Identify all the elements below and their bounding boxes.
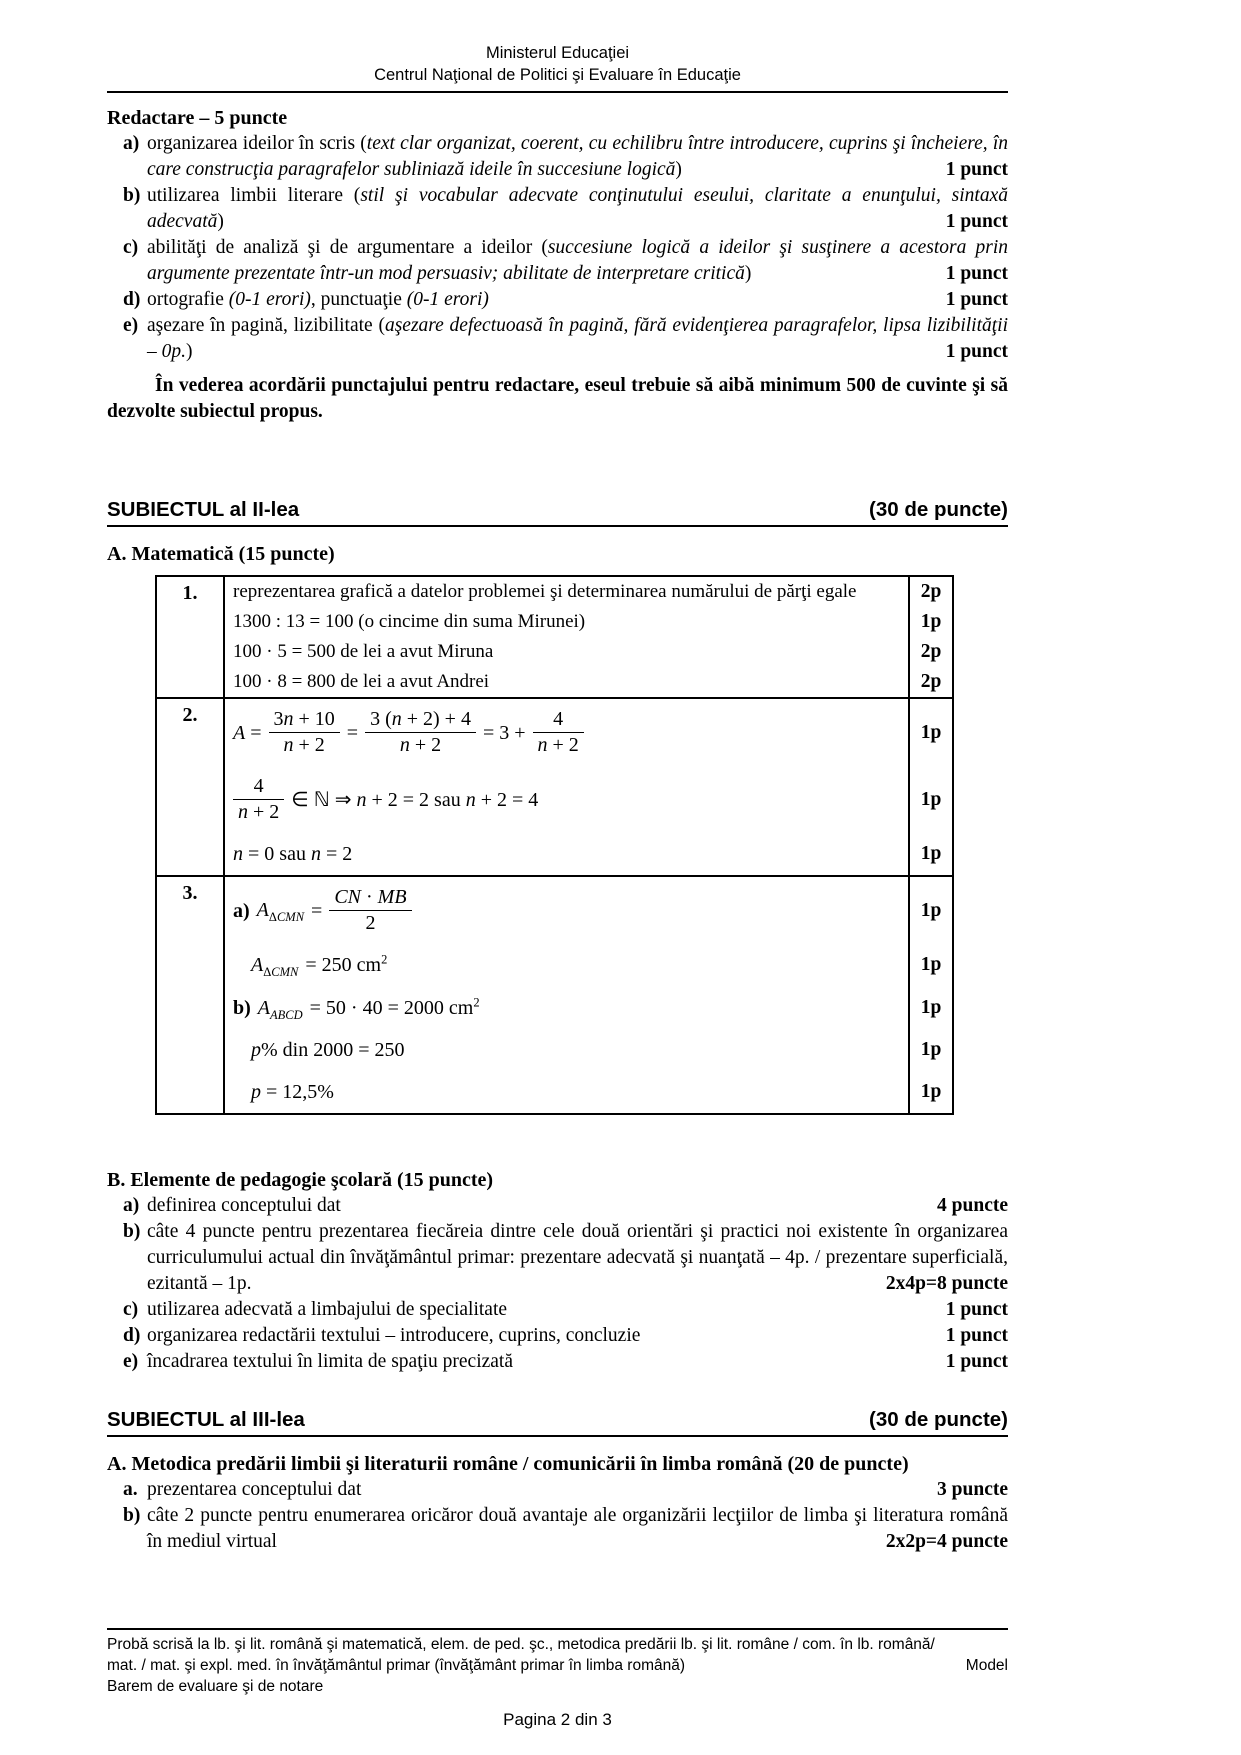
item-points: 1 punct xyxy=(940,339,1008,365)
item-label: e) xyxy=(123,315,139,336)
item-points: 4 puncte xyxy=(931,1193,1008,1219)
table-row-2 xyxy=(157,697,952,875)
math-text: n = 0 sau n = 2 xyxy=(233,843,353,865)
subject3-points: (30 de puncte) xyxy=(869,1408,1008,1431)
points-cell: 1p xyxy=(908,944,952,987)
item-label: a) xyxy=(123,1195,140,1216)
item-text: utilizarea adecvată a limbajului de specialitate xyxy=(147,1299,508,1320)
item-label: b) xyxy=(123,1505,141,1526)
solution-line xyxy=(225,766,952,833)
item-points: 2x4p=8 puncte xyxy=(880,1271,1008,1297)
item-label: e) xyxy=(123,1351,139,1372)
table-row-1 xyxy=(157,577,952,697)
methodics-section-title: A. Metodica predării limbii şi literaturii române / comunicării în limba română (20 de puncte) xyxy=(107,1453,909,1475)
item-label: c) xyxy=(123,237,139,258)
subject2-title: SUBIECTUL al II-lea xyxy=(107,498,300,521)
subject3-heading xyxy=(107,1407,1008,1437)
item-points: 1 punct xyxy=(940,261,1008,287)
points-cell: 1p xyxy=(908,1029,952,1071)
item-text: câte 2 puncte pentru enumerarea oricăror două avantaje ale organizării lecţiilor de limba şi literatura română în mediul virtual xyxy=(147,1505,1008,1552)
points-cell: 1p xyxy=(908,987,952,1030)
methodics-item-b xyxy=(107,1503,1008,1555)
item-text-italic: (0-1 erori) xyxy=(228,289,311,310)
item-text: câte 4 puncte pentru prezentarea fiecăreia dintre cele două orientări şi practici noi existente în organizarea curriculumului actual din învăţământul primar: prezentare adecvată şi nuanţată – 4p. / prezentare superficială, ezitantă – 1p. xyxy=(147,1221,1008,1294)
page-number: Pagina 2 din 3 xyxy=(503,1710,612,1729)
header-line-1: Ministerul Educaţiei xyxy=(485,44,630,62)
item-label: a. xyxy=(123,1479,138,1500)
solution-text: reprezentarea grafică a datelor problemei şi determinarea numărului de părţi egale xyxy=(233,581,857,602)
formula xyxy=(225,833,908,875)
solution-text: 100 · 5 = 500 de lei a avut Miruna xyxy=(233,641,494,662)
math-section-title: A. Matematică (15 puncte) xyxy=(107,543,335,565)
points-cell: 1p xyxy=(908,766,952,833)
table-row-3 xyxy=(157,875,952,1113)
item-text: prezentarea conceptului dat xyxy=(147,1479,362,1500)
item-label: b) xyxy=(123,185,141,206)
subject2-points: (30 de puncte) xyxy=(869,498,1008,521)
solution-line xyxy=(225,944,952,987)
fraction: $\frac{3 (n + 2) + 4}{n + 2}$ xyxy=(365,707,476,758)
solution-line xyxy=(225,607,952,637)
essay-note: În vederea acordării punctajului pentru redactare, eseul trebuie să aibă minimum 500 de cuvinte şi să dezvolte subiectul propus. xyxy=(107,375,1008,422)
row-number: 2. xyxy=(157,699,225,875)
item-text-italic: stil şi vocabular adecvate conţinutului eseului, claritate a enunţului, sintaxă adecvată xyxy=(147,185,1008,232)
row-number: 3. xyxy=(157,877,225,1113)
sub-item-label: a) xyxy=(233,899,250,922)
item-points: 3 puncte xyxy=(931,1477,1008,1503)
formula xyxy=(225,987,908,1030)
item-label: a) xyxy=(123,133,140,154)
item-text-italic: text clar organizat, coerent, cu echilibru între introducere, cuprins şi încheiere, în care construcţia paragrafelor subliniază ideile în succesiune logică xyxy=(147,133,1009,180)
row-number: 1. xyxy=(157,577,225,697)
solution-line xyxy=(225,1029,952,1071)
footer-line-2 xyxy=(107,1655,1008,1676)
item-text: ) xyxy=(217,211,224,232)
header-line-2: Centrul Naţional de Politici şi Evaluare în Educaţie xyxy=(374,66,741,84)
solution-line xyxy=(225,1071,952,1113)
solution-line xyxy=(225,577,952,607)
points-cell: 1p xyxy=(908,877,952,944)
solution-line xyxy=(225,637,952,667)
rubric-item-c xyxy=(107,235,1008,287)
item-text: utilizarea limbii literare ( xyxy=(147,185,361,206)
pedagogy-item-a xyxy=(107,1193,1008,1219)
item-text: ) xyxy=(675,159,682,180)
rubric-item-b xyxy=(107,183,1008,235)
math-text: = xyxy=(311,899,323,922)
math-text: = 3 + xyxy=(482,721,526,744)
solution-line xyxy=(225,877,952,944)
item-text: ortografie xyxy=(147,289,229,310)
item-label: c) xyxy=(123,1299,139,1320)
footer-line-2-text: mat. / mat. şi expl. med. în învăţământul primar (învăţământ primar în limba română) xyxy=(107,1657,686,1674)
item-label: d) xyxy=(123,1325,141,1346)
math-table xyxy=(155,575,954,1115)
fraction: $\frac{4}{n + 2}$ xyxy=(233,774,284,825)
pedagogy-item-e xyxy=(107,1349,1008,1375)
rubric-item-a xyxy=(107,131,1008,183)
sub-item-label: b) xyxy=(233,996,251,1019)
math-text: $A_{ABCD}$ xyxy=(257,996,303,1022)
redactare-title: Redactare – 5 puncte xyxy=(107,107,288,129)
item-points: 1 punct xyxy=(940,287,1008,313)
item-points: 2x2p=4 puncte xyxy=(880,1529,1008,1555)
fraction: $\frac{3n + 10}{n + 2}$ xyxy=(269,707,340,758)
math-text: $A_{\Delta CMN}$ xyxy=(251,954,299,979)
rubric-item-e xyxy=(107,313,1008,365)
item-text: definirea conceptului dat xyxy=(147,1195,341,1216)
item-text-italic: succesiune logică a ideilor şi susţinere a acestora prin argumente prezentate într-un mod persuasiv; abilitate de interpretare critică xyxy=(147,237,1009,284)
math-text: A = xyxy=(233,721,262,744)
item-points: 1 punct xyxy=(940,1297,1008,1323)
pedagogy-item-b xyxy=(107,1219,1008,1297)
model-label: Model xyxy=(965,1657,1008,1674)
points-cell: 1p xyxy=(908,833,952,875)
fraction: $\frac{CN \cdot MB}{2}$ xyxy=(329,885,411,936)
item-text-italic: (0-1 erori) xyxy=(406,289,489,310)
solution-line xyxy=(225,667,952,697)
pedagogy-item-d xyxy=(107,1323,1008,1349)
item-text: organizarea redactării textului – introducere, cuprins, concluzie xyxy=(147,1325,641,1346)
subject2-heading xyxy=(107,497,1008,527)
solution-line xyxy=(225,699,952,766)
solution-line xyxy=(225,833,952,875)
pedagogy-section-title: B. Elemente de pedagogie şcolară (15 puncte) xyxy=(107,1169,494,1191)
item-points: 1 punct xyxy=(940,1349,1008,1375)
item-label: b) xyxy=(123,1221,141,1242)
item-text: ) xyxy=(186,341,193,362)
solution-line xyxy=(225,987,952,1030)
item-text: aşezare în pagină, lizibilitate ( xyxy=(147,315,385,336)
formula xyxy=(225,877,908,944)
ministry-header xyxy=(107,42,1008,93)
item-text: ) xyxy=(744,263,752,284)
math-text: = xyxy=(346,721,359,744)
formula xyxy=(225,699,908,766)
formula xyxy=(225,766,908,833)
methodics-item-a xyxy=(107,1477,1008,1503)
formula xyxy=(225,1071,908,1113)
points-cell: 2p xyxy=(908,667,952,697)
points-cell: 2p xyxy=(908,637,952,667)
item-text: încadrarea textului în limita de spaţiu precizată xyxy=(147,1351,514,1372)
pedagogy-item-c xyxy=(107,1297,1008,1323)
footer-line-3: Barem de evaluare şi de notare xyxy=(107,1678,324,1695)
item-points: 1 punct xyxy=(940,1323,1008,1349)
fraction: $\frac{4}{n + 2}$ xyxy=(533,707,584,758)
item-label: d) xyxy=(123,289,141,310)
math-text: = 250 $cm^2$ xyxy=(305,952,388,977)
item-text: , punctuaţie xyxy=(310,289,407,310)
subject3-title: SUBIECTUL al III-lea xyxy=(107,1408,305,1431)
formula xyxy=(225,944,908,987)
rubric-item-d xyxy=(107,287,1008,313)
footer xyxy=(107,1628,1008,1730)
math-text: $A_{\Delta CMN}$ xyxy=(256,899,305,925)
item-text-italic: aşezare defectuoasă în pagină, fără evidenţierea paragrafelor, lipsa lizibilităţii – 0p. xyxy=(147,315,1008,362)
math-text: p% din 2000 = 250 xyxy=(251,1039,405,1061)
points-cell: 2p xyxy=(908,577,952,607)
item-points: 1 punct xyxy=(940,157,1008,183)
points-cell: 1p xyxy=(908,699,952,766)
points-cell: 1p xyxy=(908,607,952,637)
footer-line-1: Probă scrisă la lb. şi lit. română şi matematică, elem. de ped. şc., metodica predării lb. şi lit. române / com. în lb. română/ xyxy=(107,1636,935,1653)
item-text: abilităţi de analiză şi de argumentare a ideilor ( xyxy=(147,237,548,258)
points-cell: 1p xyxy=(908,1071,952,1113)
math-text: p = 12,5% xyxy=(251,1081,334,1103)
math-text: = 50 · 40 = 2000 $cm^2$ xyxy=(309,995,480,1019)
item-points: 1 punct xyxy=(940,209,1008,235)
formula xyxy=(225,1029,908,1071)
solution-text: 1300 : 13 = 100 (o cincime din suma Mirunei) xyxy=(233,611,586,632)
solution-text: 100 · 8 = 800 de lei a avut Andrei xyxy=(233,671,490,692)
math-text: ∈ ℕ ⇒ n + 2 = 2 sau n + 2 = 4 xyxy=(291,788,539,811)
item-text: organizarea ideilor în scris ( xyxy=(147,133,367,154)
